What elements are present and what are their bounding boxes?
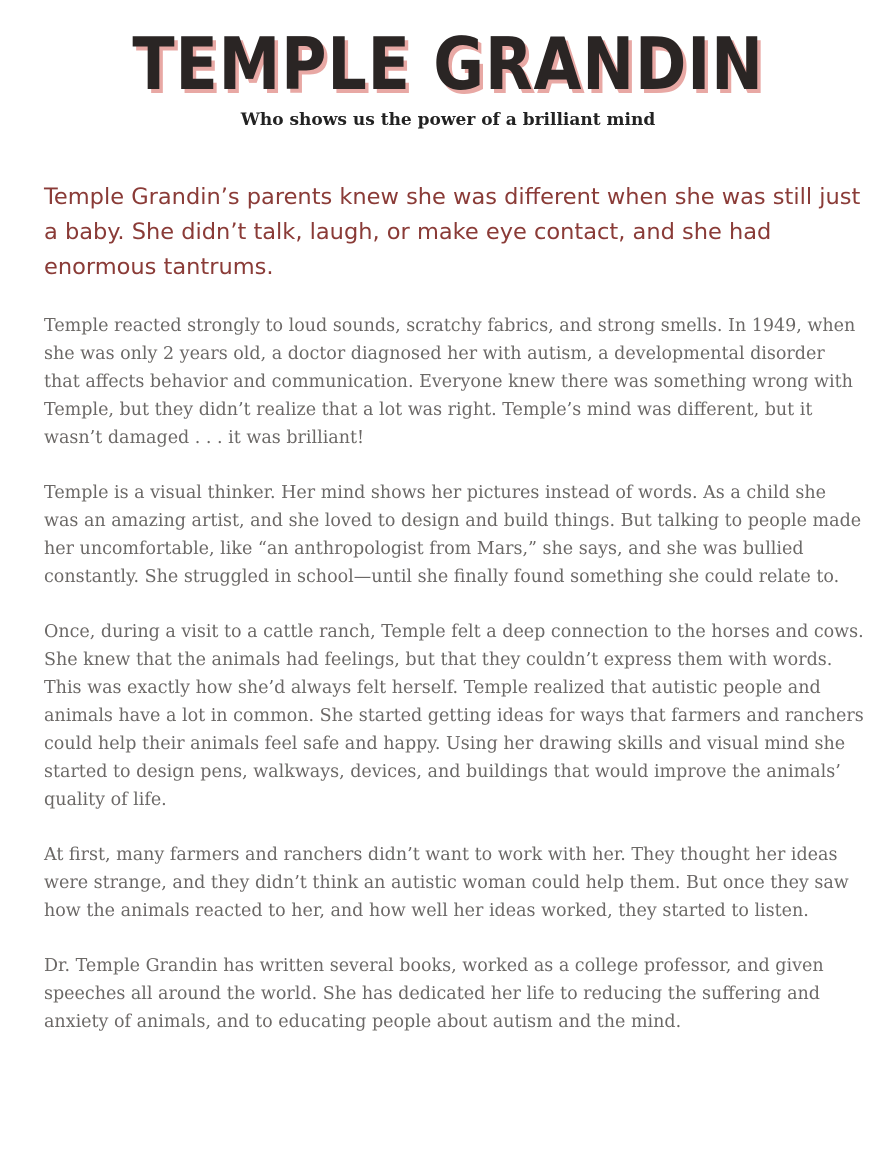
body-paragraph: Temple reacted strongly to loud sounds, scratchy fabrics, and strong smells. In 1949, when she was only 2 years old, a doctor diagnosed her with autism, a developmental disorder that affects behavior and communication. Everyone knew there was something wrong with Temple, but they didn’t realize that a lot was right. Temple’s mind was different, but it wasn’t damaged . . . it was brilliant!	[44, 316, 856, 448]
body-paragraph: At first, many farmers and ranchers didn’t want to work with her. They thought her ideas were strange, and they didn’t think an autistic woman could help them. But once they saw how the animals reacted to her, and how well her ideas worked, they started to listen.	[44, 845, 849, 921]
lead-paragraph: Temple Grandin’s parents knew she was different when she was still just a baby. She didn’t talk, laugh, or make eye contact, and she had enormous tantrums.	[44, 184, 861, 280]
page-title: TEMPLE GRANDIN	[132, 22, 764, 106]
body-paragraph: Once, during a visit to a cattle ranch, Temple felt a deep connection to the horses and cows. She knew that the animals had feelings, but that they couldn’t express them with words. This was exactly how she’d always felt herself. Temple realized that autistic people and animals have a lot in common. She started getting ideas for ways that farmers and ranchers could help their animals feel safe and happy. Using her drawing skills and visual mind she started to design pens, walkways, devices, and buildings that would improve the animals’ quality of life.	[44, 622, 864, 810]
body-text	[44, 312, 864, 1063]
title-block	[0, 22, 896, 106]
body-paragraph: Dr. Temple Grandin has written several books, worked as a college professor, and given speeches all around the world. She has dedicated her life to reducing the suffering and anxiety of animals, and to educating people about autism and the mind.	[44, 956, 824, 1032]
page-subtitle: Who shows us the power of a brilliant mind	[240, 110, 656, 130]
body-paragraph: Temple is a visual thinker. Her mind shows her pictures instead of words. As a child she was an amazing artist, and she loved to design and build things. But talking to people made her uncomfortable, like “an anthropologist from Mars,” she says, and she was bullied constantly. She struggled in school—until she finally found something she could relate to.	[44, 483, 862, 587]
